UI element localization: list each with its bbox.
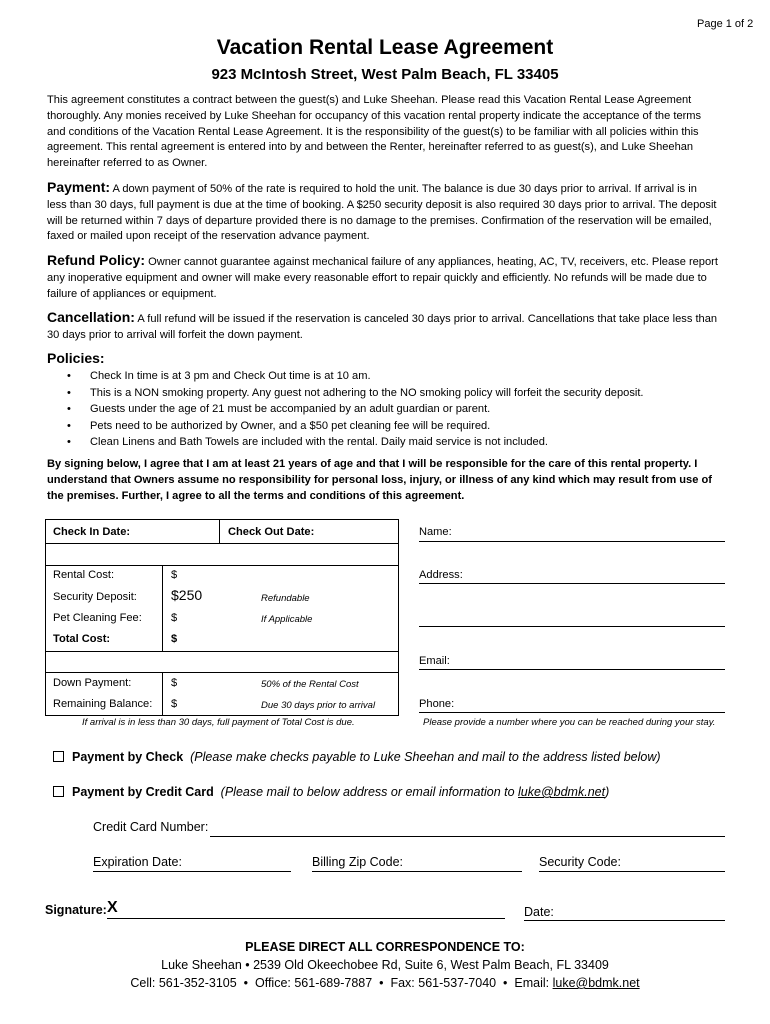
rental-cost-dollar: $ bbox=[171, 569, 178, 581]
date-line[interactable] bbox=[524, 920, 725, 921]
signature-mark: X bbox=[107, 899, 118, 916]
pet-fee-dollar: $ bbox=[171, 612, 178, 624]
total-cost-dollar: $ bbox=[171, 633, 178, 645]
check-in-label: Check In Date: bbox=[53, 526, 131, 538]
list-item: • Clean Linens and Bath Towels are included with the rental. Daily maid service is not included. bbox=[47, 434, 719, 451]
phone-label: Phone: bbox=[419, 698, 455, 710]
payment-section bbox=[47, 180, 719, 245]
email-link[interactable]: luke@bdmk.net bbox=[518, 785, 606, 799]
remaining-balance-note: Due 30 days prior to arrival bbox=[261, 700, 376, 711]
email-label: Email: bbox=[419, 655, 450, 667]
name-label: Name: bbox=[419, 526, 452, 538]
down-payment-label: Down Payment: bbox=[53, 677, 132, 689]
pay-by-card-option[interactable]: Payment by Credit Card (Please mail to below address or email information to luke@bdmk.net) bbox=[53, 785, 609, 799]
pay-by-check-option[interactable]: Payment by Check (Please make checks payable to Luke Sheehan and mail to the address listed below) bbox=[53, 750, 661, 764]
remaining-balance-label: Remaining Balance: bbox=[53, 698, 153, 710]
expiration-label: Expiration Date: bbox=[93, 855, 182, 869]
correspondence-heading: PLEASE DIRECT ALL CORRESPONDENCE TO: bbox=[245, 940, 525, 954]
pet-fee-label: Pet Cleaning Fee: bbox=[53, 612, 142, 624]
list-item: • Check In time is at 3 pm and Check Out time is at 10 am. bbox=[47, 368, 719, 385]
cost-table bbox=[45, 519, 399, 716]
refund-heading: Refund Policy: bbox=[47, 252, 146, 268]
zip-line[interactable] bbox=[312, 871, 522, 872]
checkbox-icon[interactable] bbox=[53, 751, 64, 762]
zip-label: Billing Zip Code: bbox=[312, 855, 404, 869]
policies-list bbox=[47, 368, 719, 451]
expiration-line[interactable] bbox=[93, 871, 291, 872]
policies-heading: Policies: bbox=[47, 350, 105, 366]
total-cost-label: Total Cost: bbox=[53, 633, 111, 645]
address-label: Address: bbox=[419, 569, 463, 581]
list-item: • Guests under the age of 21 must be accompanied by an adult guardian or parent. bbox=[47, 401, 719, 418]
remaining-balance-dollar: $ bbox=[171, 698, 178, 710]
security-deposit-value: $250 bbox=[171, 587, 203, 603]
page-number: Page 1 of 2 bbox=[697, 18, 754, 30]
checkbox-icon[interactable] bbox=[53, 786, 64, 797]
security-deposit-label: Security Deposit: bbox=[53, 591, 137, 603]
list-item: • Pets need to be authorized by Owner, and a $50 pet cleaning fee will be required. bbox=[47, 418, 719, 435]
address-line-1[interactable] bbox=[419, 583, 725, 584]
refund-section bbox=[47, 253, 719, 302]
property-address: 923 McIntosh Street, West Palm Beach, FL 33405 bbox=[211, 66, 559, 83]
date-label: Date: bbox=[524, 905, 554, 919]
phone-line[interactable] bbox=[419, 712, 725, 713]
signature-line[interactable] bbox=[107, 918, 505, 919]
security-code-label: Security Code: bbox=[539, 855, 621, 869]
check-out-label: Check Out Date: bbox=[228, 526, 315, 538]
down-payment-dollar: $ bbox=[171, 677, 178, 689]
list-item: • This is a NON smoking property. Any guest not adhering to the NO smoking policy will forfeit the security deposit. bbox=[47, 385, 719, 402]
refund-text: Owner cannot guarantee against mechanical failure of any appliances, heating, AC, TV, receivers, etc. Please report any inoperative equipment and owner will make every reasonable effort to repair quickly and efficiently. No refunds will be made due to failure of appliances or equipment. bbox=[47, 256, 718, 300]
agreement-paragraph: By signing below, I agree that I am at least 21 years of age and that I will be responsible for the care of this rental property. I understand that Owners assume no responsibility for personal loss, injury, or illness of any kind which may result from use of the premises. Further, I agree to all the terms and conditions of this agreement. bbox=[47, 458, 712, 502]
correspondence-address: Luke Sheehan • 2539 Old Okeechobee Rd, Suite 6, West Palm Beach, FL 33409 bbox=[161, 958, 609, 972]
intro-paragraph: This agreement constitutes a contract between the guest(s) and Luke Sheehan. Please read this Vacation Rental Lease Agreement thoroughly. Any monies received by Luke Sheehan for occupancy of this vacation rental property indicate the acceptance of the terms and conditions of the Vacation Rental Lease Agreement. It is the responsibility of the guest(s) to be familiar with all policies within this agreement. This rental agreement is entered into by and between the Renter, hereinafter referred to as guest(s), and Luke Sheehan hereinafter referred to as Owner. bbox=[47, 94, 702, 170]
email-line[interactable] bbox=[419, 669, 725, 670]
card-number-label: Credit Card Number: bbox=[93, 820, 209, 834]
page-title: Vacation Rental Lease Agreement bbox=[216, 36, 554, 59]
table-footnote: If arrival is in less than 30 days, full payment of Total Cost is due. bbox=[82, 717, 355, 728]
address-line-2[interactable] bbox=[419, 626, 725, 627]
correspondence-contacts: Cell: 561-352-3105 • Office: 561-689-7887 • Fax: 561-537-7040 • Email: luke@bdmk.net bbox=[130, 976, 640, 990]
cancellation-heading: Cancellation: bbox=[47, 309, 135, 325]
payment-heading: Payment: bbox=[47, 179, 111, 195]
phone-note: Please provide a number where you can be reached during your stay. bbox=[423, 717, 716, 728]
if-applicable-note: If Applicable bbox=[261, 614, 313, 625]
cancellation-section bbox=[47, 310, 719, 344]
security-code-line[interactable] bbox=[539, 871, 725, 872]
down-payment-note: 50% of the Rental Cost bbox=[261, 679, 359, 690]
name-line[interactable] bbox=[419, 541, 725, 542]
refundable-note: Refundable bbox=[261, 593, 310, 604]
payment-text: A down payment of 50% of the rate is required to hold the unit. The balance is due 30 days prior to arrival. If arrival is in less than 30 days, full payment is due at the time of booking. A $250 security deposit is also required 30 days prior to arrival. The deposit will be returned within 7 days of departure provided there is no damage to the premises. Confirmation of the reservation will be emailed, faxed or mailed upon receipt of the reservation advance payment. bbox=[47, 183, 717, 243]
rental-cost-label: Rental Cost: bbox=[53, 569, 115, 581]
signature-label: Signature: bbox=[45, 903, 107, 917]
email-link[interactable]: luke@bdmk.net bbox=[552, 976, 640, 990]
cancellation-text: A full refund will be issued if the reservation is canceled 30 days prior to arrival. Cancellations that take place less than 30 days prior to arrival will forfeit the down payment. bbox=[47, 313, 718, 341]
card-number-line[interactable] bbox=[210, 836, 725, 837]
